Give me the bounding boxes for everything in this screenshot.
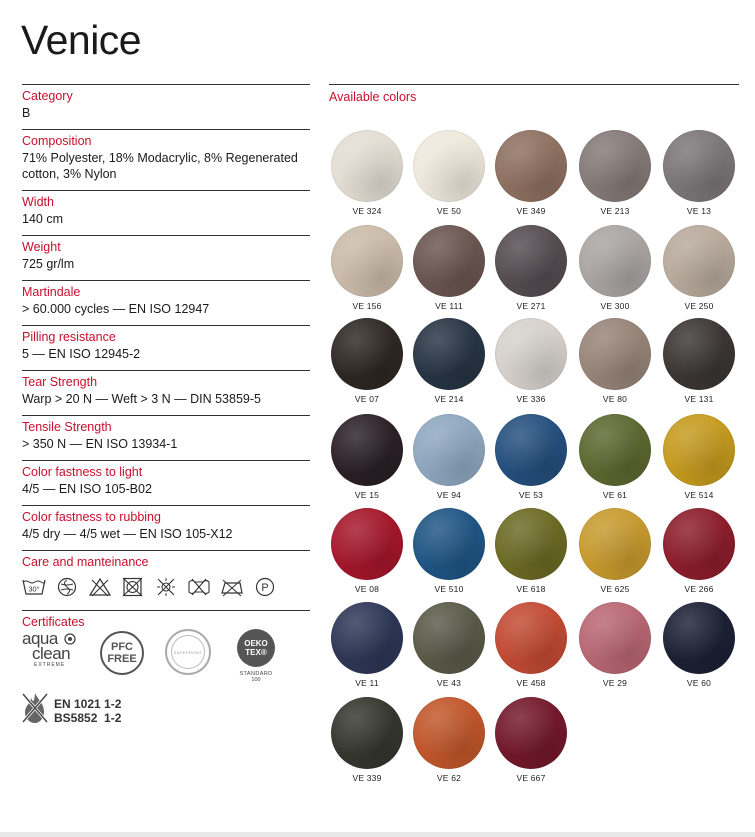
swatch-code: VE 300: [600, 301, 630, 311]
spec-label: Martindale: [22, 285, 81, 299]
spec-value: 725 gr/lm: [22, 257, 75, 271]
swatch-code: VE 29: [602, 678, 628, 688]
swatch-code: VE 62: [436, 773, 462, 783]
swatch-circle: [579, 130, 651, 202]
spec-fastness-rubbing: [22, 505, 310, 550]
swatch-circle: [413, 602, 485, 674]
swatch-circle: [331, 602, 403, 674]
spec-value: 140 cm: [22, 212, 63, 226]
color-swatch[interactable]: [578, 602, 652, 688]
color-swatch[interactable]: [494, 225, 568, 311]
color-swatch[interactable]: [578, 225, 652, 311]
spec-label: Category: [22, 89, 73, 103]
swatch-code: VE 349: [516, 206, 546, 216]
swatch-circle: [495, 414, 567, 486]
swatch-circle: [331, 414, 403, 486]
dry-clean-p-icon: [253, 577, 277, 597]
aquaclean-logo: [22, 631, 78, 673]
swatch-code: VE 214: [434, 394, 464, 404]
swatch-code: VE 339: [352, 773, 382, 783]
color-swatch[interactable]: [330, 318, 404, 404]
spec-list: [22, 84, 310, 743]
swatch-code: VE 625: [600, 584, 630, 594]
aquaclean-line3: EXTREME: [34, 662, 66, 668]
spec-value: 71% Polyester, 18% Modacrylic, 8% Regenerated cotton, 3% Nylon: [22, 151, 298, 181]
swatch-circle: [413, 697, 485, 769]
swatch-circle: [413, 130, 485, 202]
color-swatch[interactable]: [662, 318, 736, 404]
color-swatch[interactable]: [412, 225, 486, 311]
color-swatch[interactable]: [412, 318, 486, 404]
color-swatch[interactable]: [330, 602, 404, 688]
color-swatch[interactable]: [412, 414, 486, 500]
color-swatch[interactable]: [330, 225, 404, 311]
swatch-code: VE 250: [684, 301, 714, 311]
color-swatch[interactable]: [494, 318, 568, 404]
swatch-circle: [579, 602, 651, 674]
swatch-circle: [663, 508, 735, 580]
no-bleach-icon: [88, 577, 112, 597]
spec-value: 4/5 — EN ISO 105-B02: [22, 482, 152, 496]
pfc-free-badge: [100, 631, 144, 675]
swatch-code: VE 50: [436, 206, 462, 216]
swatch-circle: [663, 318, 735, 390]
bottom-rule: [0, 832, 755, 837]
spec-pilling: [22, 325, 310, 370]
spec-tear-strength: [22, 370, 310, 415]
swatch-code: VE 266: [684, 584, 714, 594]
safefront-seal: [165, 629, 211, 675]
wash-temp-label: 30°: [28, 584, 40, 594]
color-swatch[interactable]: [494, 130, 568, 216]
spec-tensile-strength: [22, 415, 310, 460]
spec-value: > 350 N — EN ISO 13934-1: [22, 437, 178, 451]
swatch-circle: [663, 225, 735, 297]
color-swatch[interactable]: [494, 602, 568, 688]
color-swatch[interactable]: [330, 508, 404, 594]
spec-label: Color fastness to rubbing: [22, 510, 161, 524]
swatch-code: VE 53: [518, 490, 544, 500]
swatch-circle: [495, 697, 567, 769]
color-swatch[interactable]: [330, 414, 404, 500]
fire-standard-1: EN 1021 1-2: [54, 697, 122, 711]
color-swatch[interactable]: [494, 697, 568, 783]
color-swatch[interactable]: [412, 508, 486, 594]
swatch-circle: [495, 225, 567, 297]
swatch-code: VE 111: [435, 301, 463, 311]
spec-value: > 60.000 cycles — EN ISO 12947: [22, 302, 210, 316]
fire-icon: [22, 691, 48, 725]
swatch-code: VE 213: [600, 206, 630, 216]
spec-label: Color fastness to light: [22, 465, 143, 479]
care-icons: [22, 576, 310, 598]
swatch-circle: [331, 130, 403, 202]
oeko-line2: TEX®: [245, 648, 267, 657]
color-swatch[interactable]: [662, 602, 736, 688]
no-tumble-dry-icon: [121, 577, 145, 597]
spec-value: Warp > 20 N — Weft > 3 N — DIN 53859-5: [22, 392, 261, 406]
spec-value: 4/5 dry — 4/5 wet — EN ISO 105-X12: [22, 527, 233, 541]
swatch-code: VE 61: [602, 490, 628, 500]
spec-width: [22, 190, 310, 235]
swatch-code: VE 07: [354, 394, 380, 404]
swatch-circle: [663, 602, 735, 674]
spec-martindale: [22, 280, 310, 325]
swatch-code: VE 324: [352, 206, 382, 216]
fire-standard-2: BS5852 1-2: [54, 711, 122, 725]
drop-icon: [64, 633, 76, 645]
swatch-code: VE 80: [602, 394, 628, 404]
swatch-circle: [495, 318, 567, 390]
color-swatch[interactable]: [662, 414, 736, 500]
oeko-standard: STANDARD: [239, 671, 273, 677]
swatch-code: VE 60: [686, 678, 712, 688]
swatch-code: VE 336: [516, 394, 546, 404]
swatch-circle: [663, 130, 735, 202]
color-swatch[interactable]: [662, 508, 736, 594]
color-swatch[interactable]: [494, 414, 568, 500]
spec-label: Tensile Strength: [22, 420, 112, 434]
seal-text: SAFEFRONT: [173, 649, 203, 655]
svg-text:P: P: [261, 582, 269, 594]
swatch-circle: [495, 508, 567, 580]
swatch-code: VE 43: [436, 678, 462, 688]
color-swatch[interactable]: [412, 130, 486, 216]
swatch-code: VE 458: [516, 678, 546, 688]
swatch-code: VE 11: [355, 678, 379, 688]
swatch-code: VE 514: [684, 490, 714, 500]
spec-composition: [22, 129, 310, 190]
color-swatch[interactable]: [330, 130, 404, 216]
swatch-circle: [579, 508, 651, 580]
swatch-circle: [413, 508, 485, 580]
spec-label: Width: [22, 195, 54, 209]
swatch-circle: [413, 414, 485, 486]
swatch-circle: [663, 414, 735, 486]
page-title: Venice: [21, 17, 142, 63]
certificates-label: Certificates: [22, 615, 85, 629]
spec-fastness-light: [22, 460, 310, 505]
color-swatch[interactable]: [494, 508, 568, 594]
swatch-circle: [495, 602, 567, 674]
spec-label: Pilling resistance: [22, 330, 116, 344]
swatch-code: VE 131: [684, 394, 714, 404]
color-swatch[interactable]: [578, 318, 652, 404]
swatch-circle: [579, 318, 651, 390]
swatch-circle: [495, 130, 567, 202]
swatch-code: VE 94: [436, 490, 462, 500]
available-colors-label: Available colors: [329, 90, 417, 104]
swatch-code: VE 667: [516, 773, 546, 783]
spec-weight: [22, 235, 310, 280]
pfc-line1: PFC: [111, 641, 133, 653]
swatch-circle: [579, 414, 651, 486]
spec-label: Composition: [22, 134, 92, 148]
no-wring-icon: [187, 577, 211, 597]
care-section: [22, 550, 310, 610]
swatch-circle: [579, 225, 651, 297]
oeko-tex-badge: [232, 629, 280, 683]
swatch-circle: [413, 318, 485, 390]
color-swatch[interactable]: [662, 130, 736, 216]
swatch-circle: [331, 697, 403, 769]
swatch-code: VE 15: [354, 490, 380, 500]
swatch-code: VE 271: [516, 301, 546, 311]
color-swatch[interactable]: [578, 508, 652, 594]
swatch-code: VE 156: [352, 301, 382, 311]
color-swatch[interactable]: [330, 697, 404, 783]
colors-header: [329, 84, 739, 104]
spec-label: Weight: [22, 240, 61, 254]
pfc-line2: FREE: [107, 653, 137, 665]
certificates-section: [22, 610, 310, 743]
color-swatch[interactable]: [412, 697, 486, 783]
aquaclean-line1: aqua: [22, 629, 58, 648]
swatch-circle: [331, 318, 403, 390]
care-label: Care and manteinance: [22, 555, 149, 569]
no-sun-dry-icon: [154, 577, 178, 597]
swatch-code: VE 510: [434, 584, 464, 594]
color-swatch[interactable]: [578, 130, 652, 216]
spec-category: [22, 84, 310, 129]
spec-label: Tear Strength: [22, 375, 98, 389]
color-swatch[interactable]: [578, 414, 652, 500]
swatch-code: VE 08: [354, 584, 380, 594]
iron-low-icon: [220, 577, 244, 597]
swatch-circle: [413, 225, 485, 297]
swatch-code: VE 618: [516, 584, 546, 594]
color-swatch[interactable]: [412, 602, 486, 688]
wash-30-icon: [22, 577, 46, 597]
aquaclean-line2: clean: [32, 644, 71, 663]
spec-value: 5 — EN ISO 12945-2: [22, 347, 141, 361]
swatch-circle: [331, 508, 403, 580]
swatch-code: VE 13: [686, 206, 712, 216]
swatch-circle: [331, 225, 403, 297]
oeko-number: 100: [251, 677, 261, 683]
color-swatch[interactable]: [662, 225, 736, 311]
spec-value: B: [22, 106, 31, 120]
oeko-line1: OEKO: [244, 639, 268, 648]
gentle-wash-icon: [55, 577, 79, 597]
